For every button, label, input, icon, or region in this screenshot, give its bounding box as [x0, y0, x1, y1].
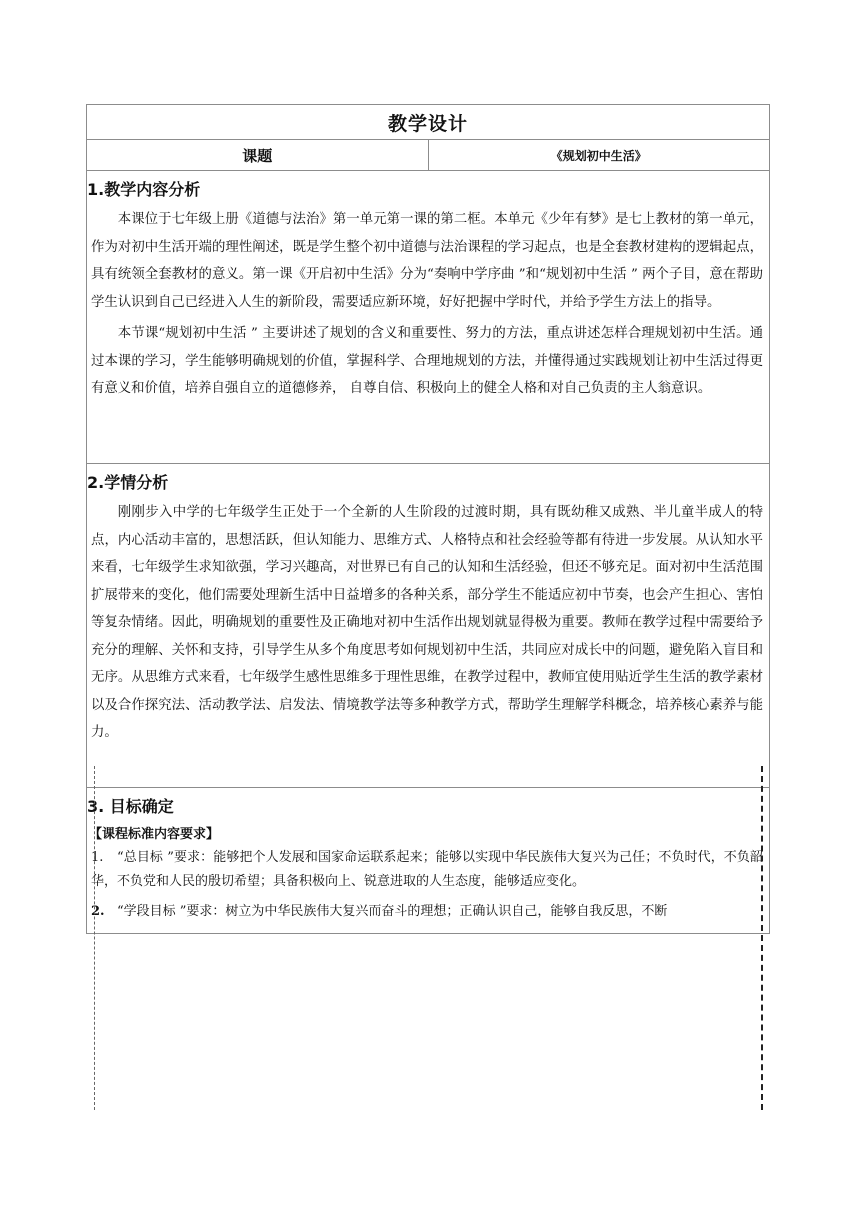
requirement-item: [87, 846, 769, 894]
goal-section: [87, 788, 770, 934]
requirement-number: 2.: [91, 904, 105, 919]
requirement-item: [87, 900, 769, 924]
right-dashed-guide: [761, 766, 763, 1110]
requirement-text: “学段目标 ”要求：树立为中华民族伟大复兴而奋斗的理想；正确认识自己，能够自我反思，不断: [117, 904, 668, 919]
learner-analysis-paragraph: 刚刚步入中学的七年级学生正处于一个全新的人生阶段的过渡时期，具有既幼稚又成熟、半儿童半成人的特点，内心活动丰富的，思想活跃，但认知能力、思维方式、人格特点和社会经验等都有待进一步发展。从认知水平来看，七年级学生求知欲强，学习兴趣高，对世界已有自己的认知和生活经验，但还不够充足。面对初中生活范围扩展带来的变化，他们需要处理新生活中日益增多的各种关系，部分学生不能适应初中节奏，也会产生担心、害怕等复杂情绪。因此，明确规划的重要性及正确地对初中生活作出规划就显得极为重要。教师在教学过程中需要给予充分的理解、关怀和支持，引导学生从多个角度思考如何规划初中生活，共同应对成长中的问题，避免陷入盲目和无序。从思维方式来看，七年级学生感性思维多于理性思维，在教学过程中，教师宜使用贴近学生生活的教学素材以及合作探究法、活动教学法、启发法、情境教学法等多种教学方式，帮助学生理解学科概念，培养核心素养与能力。: [91, 505, 763, 740]
content-analysis-section: [87, 171, 770, 464]
content-analysis-heading: 1.教学内容分析: [87, 180, 201, 199]
left-dashed-guide: [94, 766, 95, 1110]
requirement-number: 1.: [91, 850, 104, 865]
document-title: 教学设计: [87, 105, 770, 140]
learner-analysis-section: [87, 464, 770, 788]
learner-analysis-heading: 2.学情分析: [87, 473, 169, 492]
goal-heading: 3. 目标确定: [87, 797, 174, 816]
content-analysis-paragraph: 本节课“规划初中生活 ” 主要讲述了规划的含义和重要性、努力的方法，重点讲述怎样合理规划初中生活。通过本课的学习，学生能够明确规划的价值，掌握科学、合理地规划的方法，并懂得通过实践规划让初中生活过得更有意义和价值，培养自强自立的道德修养， 自尊自信、积极向上的健全人格和对自己负责的主人翁意识。: [91, 326, 763, 396]
teaching-design-table: [86, 104, 770, 934]
topic-value: 《规划初中生活》: [428, 140, 770, 171]
curriculum-requirements-subheading: 【课程标准内容要求】: [89, 827, 220, 842]
requirement-text: “总目标 ”要求：能够把个人发展和国家命运联系起来；能够以实现中华民族伟大复兴为己任；不负时代，不负韶华，不负党和人民的殷切希望；具备积极向上、锐意进取的人生态度，能够适应变化。: [91, 850, 763, 889]
topic-label: 课题: [87, 140, 429, 171]
content-analysis-paragraph: 本课位于七年级上册《道德与法治》第一单元第一课的第二框。本单元《少年有梦》是七上教材的第一单元，作为对初中生活开端的理性阐述，既是学生整个初中道德与法治课程的学习起点，也是全套教材建构的逻辑起点，具有统领全套教材的意义。第一课《开启初中生活》分为“奏响中学序曲 ”和“规划初中生活 ” 两个子目，意在帮助学生认识到自己已经进入人生的新阶段，需要适应新环境，好好把握中学时代，并给予学生方法上的指导。: [91, 212, 763, 310]
